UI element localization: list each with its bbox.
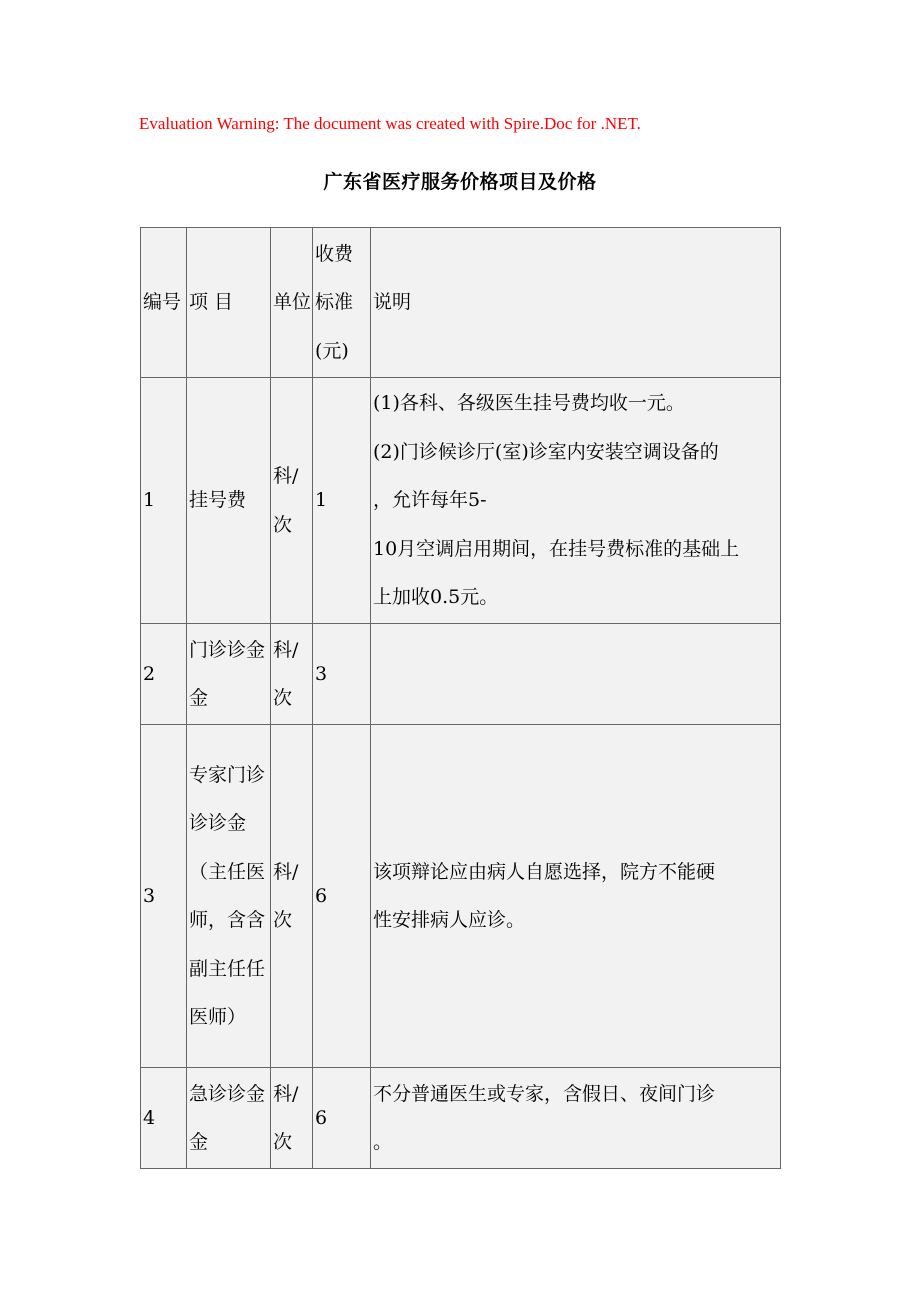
row-item: 急诊诊金金	[187, 1068, 271, 1169]
row-item: 专家门诊诊诊金（主任医师，含含副主任任医师）	[187, 725, 271, 1068]
row-note	[371, 1068, 781, 1169]
row-unit: 科/次	[271, 1068, 313, 1169]
row-unit: 科/次	[271, 378, 313, 624]
note-line: 性安排病人应诊。	[373, 909, 526, 931]
row-price: 6	[313, 725, 371, 1068]
row-price: 1	[313, 378, 371, 624]
row-note	[371, 624, 781, 725]
table-row	[141, 624, 781, 725]
document-title: 广东省医疗服务价格项目及价格	[323, 171, 597, 193]
note-line: 。	[373, 1131, 393, 1153]
table-row	[141, 725, 781, 1068]
note-line: 该项辩论应由病人自愿选择，院方不能硬	[373, 860, 716, 883]
table-row	[141, 378, 781, 624]
header-note: 说明	[371, 228, 781, 378]
row-price: 6	[313, 1068, 371, 1169]
row-no: 3	[141, 725, 187, 1068]
row-no: 1	[141, 378, 187, 624]
evaluation-warning: Evaluation Warning: The document was created with Spire.Doc for .NET.	[139, 114, 641, 133]
row-item: 门诊诊金金	[187, 624, 271, 725]
row-unit: 科/次	[271, 624, 313, 725]
table-header-row	[141, 228, 781, 378]
note-line: 上加收0.5元。	[373, 586, 499, 609]
note-line: 10月空调启用期间，在挂号费标准的基础上	[373, 537, 740, 560]
header-no: 编号	[141, 228, 187, 378]
row-no: 4	[141, 1068, 187, 1169]
note-line: ，允许每年5-	[373, 489, 487, 512]
header-price: 收费标准(元)	[313, 228, 371, 378]
note-line: 不分普通医生或专家，含假日、夜间门诊	[373, 1082, 716, 1105]
table-row	[141, 1068, 781, 1169]
row-note	[371, 378, 781, 624]
row-unit: 科/次	[271, 725, 313, 1068]
row-item: 挂号费	[187, 378, 271, 624]
row-no: 2	[141, 624, 187, 725]
note-line: (2)门诊候诊厅(室)诊室内安装空调设备的	[373, 440, 719, 463]
header-item: 项 目	[187, 228, 271, 378]
note-line: (1)各科、各级医生挂号费均收一元。	[373, 392, 685, 415]
price-table	[140, 227, 781, 1169]
row-note	[371, 725, 781, 1068]
row-price: 3	[313, 624, 371, 725]
header-unit: 单位	[271, 228, 313, 378]
